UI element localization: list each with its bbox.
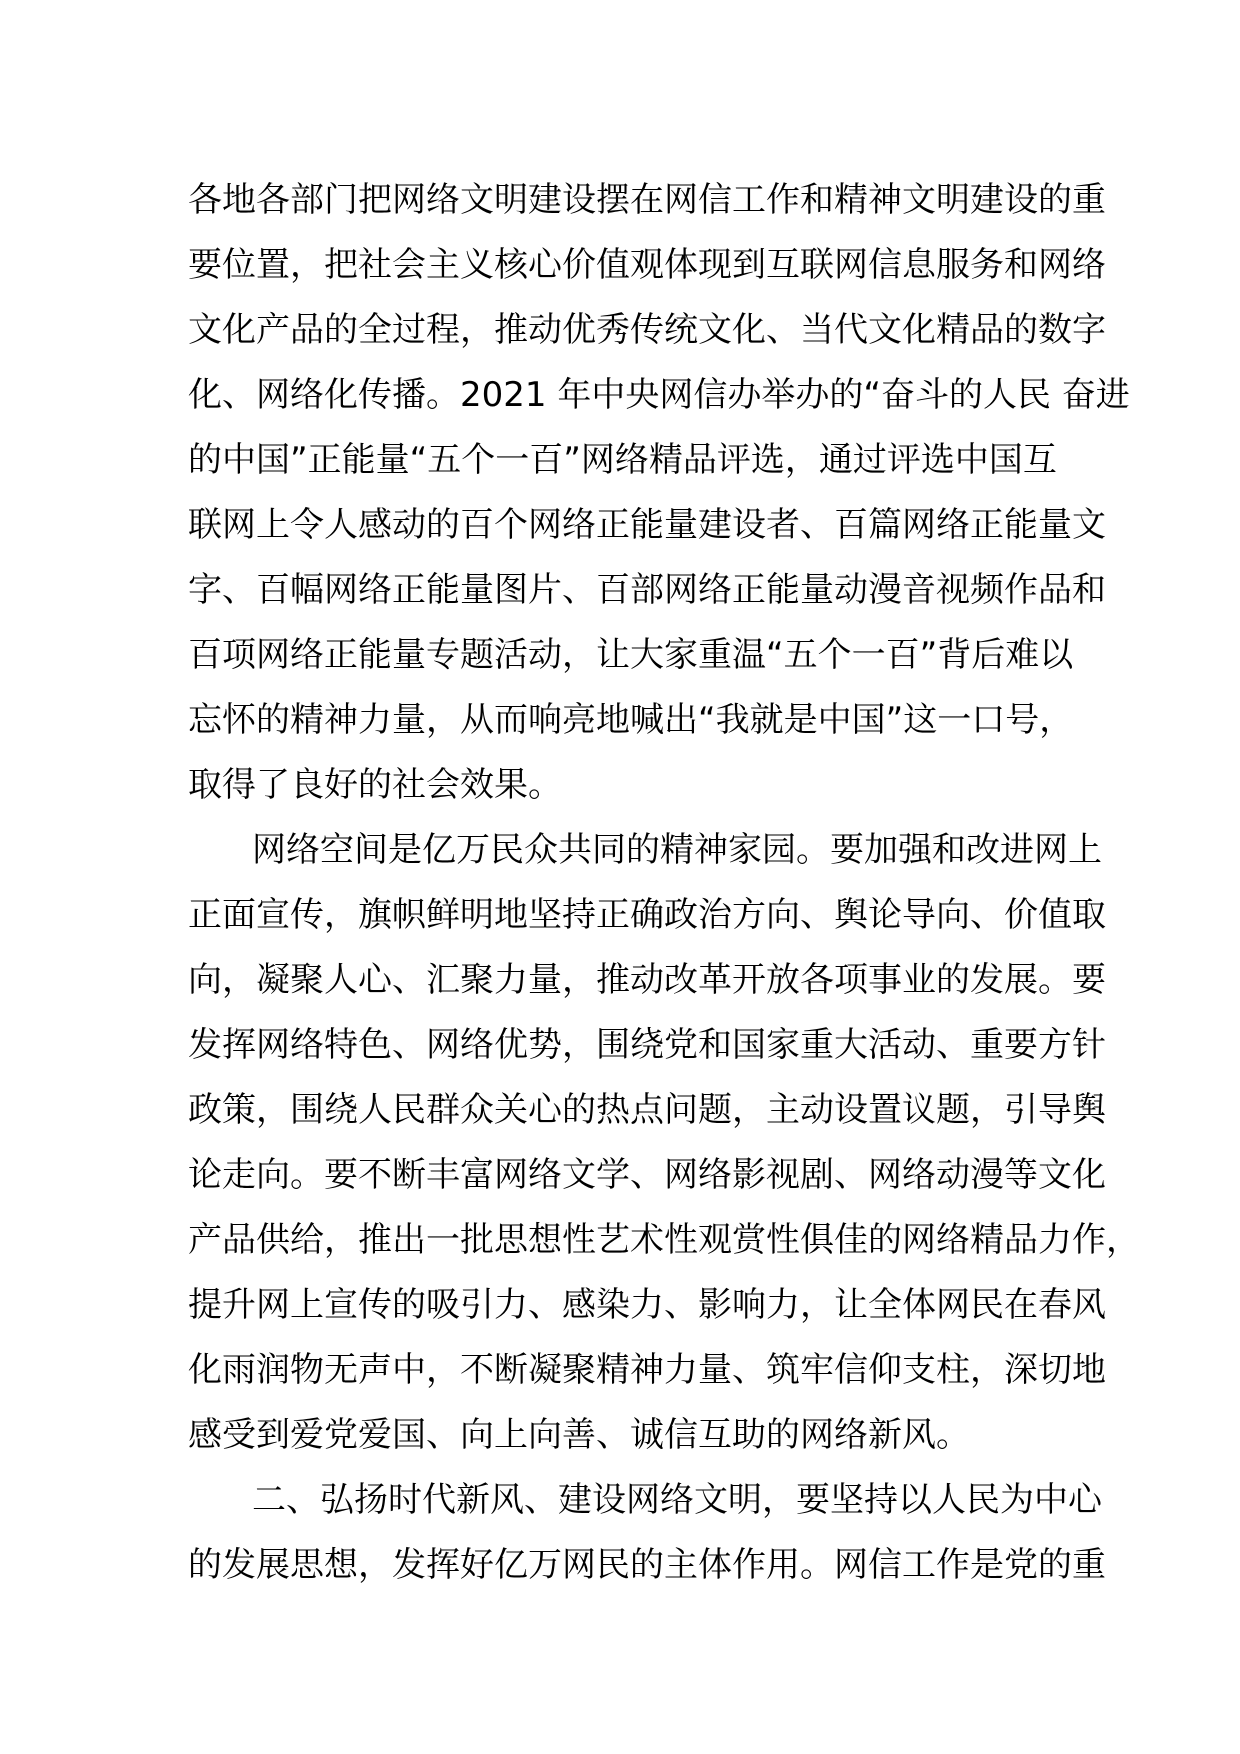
text-line: 的发展思想，发挥好亿万网民的主体作用。网信工作是党的重 <box>188 1545 1106 1585</box>
text-line: 忘怀的精神力量，从而响亮地喊出“我就是中国”这一口号， <box>188 700 1074 740</box>
text-line: 要位置，把社会主义核心价值观体现到互联网信息服务和网络 <box>188 245 1106 285</box>
text-line: 政策，围绕人民群众关心的热点问题，主动设置议题，引导舆 <box>188 1090 1106 1130</box>
text-line: 百项网络正能量专题活动，让大家重温“五个一百”背后难以 <box>188 635 1074 675</box>
text-line: 化雨润物无声中，不断凝聚精神力量、筑牢信仰支柱，深切地 <box>188 1350 1106 1390</box>
paragraph-3 <box>188 1468 1106 1598</box>
text-line: 化、网络化传播。2021 年中央网信办举办的“奋斗的人民 奋进 <box>188 375 1130 415</box>
text-line: 字、百幅网络正能量图片、百部网络正能量动漫音视频作品和 <box>188 570 1106 610</box>
text-line: 联网上令人感动的百个网络正能量建设者、百篇网络正能量文 <box>188 505 1106 545</box>
text-line: 正面宣传，旗帜鲜明地坚持正确政治方向、舆论导向、价值取 <box>188 895 1106 935</box>
paragraph-2 <box>188 818 1140 1468</box>
text-line: 感受到爱党爱国、向上向善、诚信互助的网络新风。 <box>188 1415 970 1455</box>
paragraph-1 <box>188 168 1130 818</box>
text-line: 发挥网络特色、网络优势，围绕党和国家重大活动、重要方针 <box>188 1025 1106 1065</box>
text-line: 各地各部门把网络文明建设摆在网信工作和精神文明建设的重 <box>188 180 1106 220</box>
text-line: 向，凝聚人心、汇聚力量，推动改革开放各项事业的发展。要 <box>188 960 1106 1000</box>
text-line: 提升网上宣传的吸引力、感染力、影响力，让全体网民在春风 <box>188 1285 1106 1325</box>
text-line: 产品供给，推出一批思想性艺术性观赏性俱佳的网络精品力作， <box>188 1220 1140 1260</box>
text-line: 的中国”正能量“五个一百”网络精品评选，通过评选中国互 <box>188 440 1057 480</box>
text-line: 取得了良好的社会效果。 <box>188 765 562 805</box>
text-line: 网络空间是亿万民众共同的精神家园。要加强和改进网上 <box>252 830 1102 870</box>
text-line: 论走向。要不断丰富网络文学、网络影视剧、网络动漫等文化 <box>188 1155 1106 1195</box>
text-line: 文化产品的全过程，推动优秀传统文化、当代文化精品的数字 <box>188 310 1106 350</box>
document-body <box>188 168 1140 1598</box>
text-line: 二、弘扬时代新风、建设网络文明，要坚持以人民为中心 <box>252 1480 1102 1520</box>
